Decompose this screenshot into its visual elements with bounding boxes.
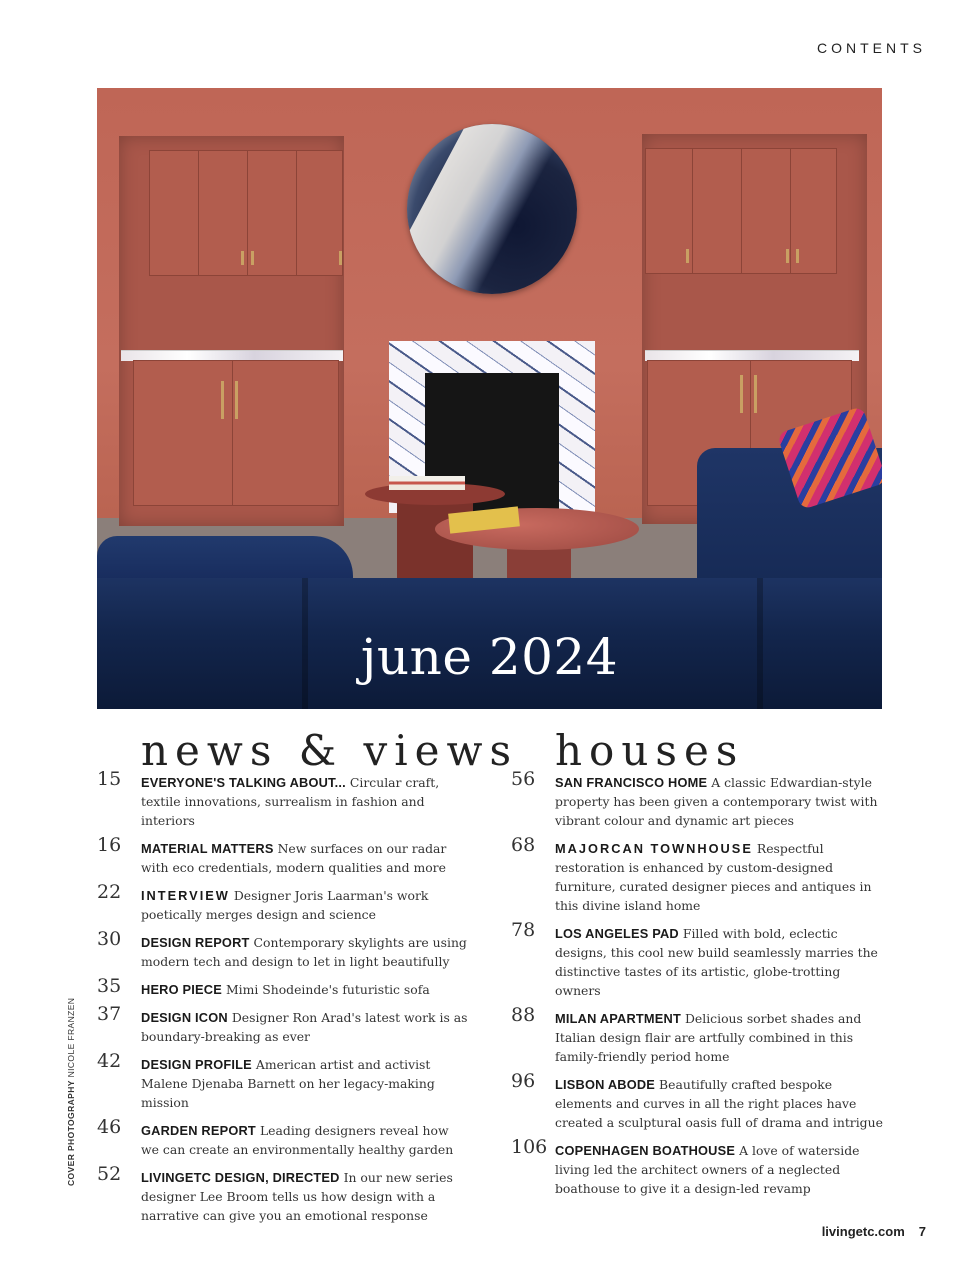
entry-description: A classic Edwardian-style property has been given a contemporary twist with vibrant colour and dynamic art pieces	[555, 775, 878, 828]
entry-label: MILAN APARTMENT	[555, 1011, 681, 1026]
toc-entry[interactable]	[97, 975, 469, 999]
entry-description: Contemporary skylights are using modern tech and design to let in light beautifully	[141, 935, 467, 969]
entry-description: Designer Joris Laarman's work poetically merges design and science	[141, 888, 429, 922]
page-number: 15	[97, 768, 122, 790]
toc-entry[interactable]	[511, 834, 883, 915]
entry-description: Respectful restoration is enhanced by custom-designed furniture, curated designer pieces and antiques in this divine island home	[555, 841, 872, 913]
page-number: 88	[511, 1004, 536, 1026]
page-number: 37	[97, 1003, 122, 1025]
entry-description: Designer Ron Arad's latest work is as boundary-breaking as ever	[141, 1010, 468, 1044]
entry-label: INTERVIEW	[141, 888, 230, 903]
entry-label: LIVINGETC DESIGN, DIRECTED	[141, 1170, 340, 1185]
entry-label: MAJORCAN TOWNHOUSE	[555, 841, 753, 856]
page-number: 30	[97, 928, 122, 950]
entry-text	[555, 839, 883, 915]
toc-entry[interactable]	[97, 834, 469, 877]
site-url: livingetc.com	[821, 1224, 905, 1239]
toc-entry[interactable]	[511, 1004, 883, 1066]
toc-entry[interactable]	[97, 928, 469, 971]
issue-date: june 2024	[360, 628, 619, 686]
toc-entry[interactable]	[97, 1116, 469, 1159]
entry-text	[141, 933, 469, 971]
toc-entry[interactable]	[511, 919, 883, 1000]
section-title-news-views: news & views	[141, 726, 519, 775]
entry-text	[141, 773, 469, 830]
entry-description: American artist and activist Malene Djenaba Barnett on her legacy-making mission	[141, 1057, 435, 1110]
toc-entry[interactable]	[511, 1070, 883, 1132]
entry-text	[555, 924, 883, 1000]
entry-label: DESIGN REPORT	[141, 935, 250, 950]
entry-label: COPENHAGEN BOATHOUSE	[555, 1143, 736, 1158]
entry-label: MATERIAL MATTERS	[141, 841, 274, 856]
page-number: 68	[511, 834, 536, 856]
entry-text	[141, 1121, 469, 1159]
entry-text	[555, 1009, 883, 1066]
page-number: 22	[97, 881, 122, 903]
entry-description: Delicious sorbet shades and Italian design flair are artfully combined in this family-friendly period home	[555, 1011, 862, 1064]
entry-label: EVERYONE'S TALKING ABOUT...	[141, 775, 346, 790]
entry-label: HERO PIECE	[141, 982, 222, 997]
right-upper-cabinet	[645, 148, 837, 274]
section-header: CONTENTS	[817, 40, 926, 56]
entry-description: In our new series designer Lee Broom tells us how design with a narrative can give you an emotional response	[141, 1170, 453, 1223]
page-number: 42	[97, 1050, 122, 1072]
entry-text	[141, 1055, 469, 1112]
photo-credit	[66, 998, 76, 1186]
toc-entry[interactable]	[511, 768, 883, 830]
cover-photo	[97, 88, 882, 709]
entry-description: Mimi Shodeinde's futuristic sofa	[225, 982, 430, 997]
entry-description: Leading designers reveal how we can create an environmentally healthy garden	[141, 1123, 454, 1157]
page-footer	[822, 1224, 926, 1239]
page-number: 106	[511, 1136, 548, 1158]
news-views-list	[97, 768, 469, 1234]
entry-text	[141, 839, 469, 877]
page-number: 96	[511, 1070, 536, 1092]
credit-label: COVER PHOTOGRAPHY	[66, 1080, 76, 1186]
toc-entry[interactable]	[97, 1050, 469, 1112]
entry-description: A love of waterside living led the architect owners of a neglected boathouse to give it a design-led revamp	[555, 1143, 860, 1196]
entry-description: New surfaces on our radar with eco credentials, modern qualities and more	[141, 841, 447, 875]
entry-label: LISBON ABODE	[555, 1077, 656, 1092]
entry-text	[141, 1008, 469, 1046]
entry-text	[555, 1075, 883, 1132]
entry-label: SAN FRANCISCO HOME	[555, 775, 708, 790]
page-number: 78	[511, 919, 536, 941]
credit-name: NICOLE FRANZEN	[66, 997, 76, 1078]
round-artwork-mirror	[407, 124, 577, 294]
entry-label: LOS ANGELES PAD	[555, 926, 679, 941]
toc-entry[interactable]	[97, 1163, 469, 1225]
entry-text	[555, 773, 883, 830]
entry-text	[141, 1168, 469, 1225]
entry-text	[141, 980, 469, 999]
entry-label: DESIGN PROFILE	[141, 1057, 252, 1072]
page-number: 52	[97, 1163, 122, 1185]
left-upper-cabinet	[149, 150, 343, 276]
left-lower-cabinet	[133, 360, 339, 506]
page-number: 7	[918, 1224, 926, 1239]
page-number: 46	[97, 1116, 122, 1138]
entry-label: GARDEN REPORT	[141, 1123, 256, 1138]
entry-label: DESIGN ICON	[141, 1010, 228, 1025]
entry-text	[141, 886, 469, 924]
entry-description: Filled with bold, eclectic designs, this cool new build seamlessly marries the distinctive tastes of its artistic, globe-trotting owners	[555, 926, 878, 998]
page-number: 56	[511, 768, 536, 790]
entry-text	[555, 1141, 883, 1198]
stacked-books	[389, 476, 465, 490]
houses-list	[511, 768, 883, 1207]
section-title-houses: houses	[555, 726, 745, 775]
toc-entry[interactable]	[97, 881, 469, 924]
entry-description: Beautifully crafted bespoke elements and curves in all the right places have created a sculptural oasis full of drama and intrigue	[555, 1077, 883, 1130]
entry-description: Circular craft, textile innovations, surrealism in fashion and interiors	[141, 775, 440, 828]
toc-entry[interactable]	[511, 1136, 883, 1198]
toc-entry[interactable]	[97, 1003, 469, 1046]
toc-entry[interactable]	[97, 768, 469, 830]
page-number: 16	[97, 834, 122, 856]
page-number: 35	[97, 975, 122, 997]
